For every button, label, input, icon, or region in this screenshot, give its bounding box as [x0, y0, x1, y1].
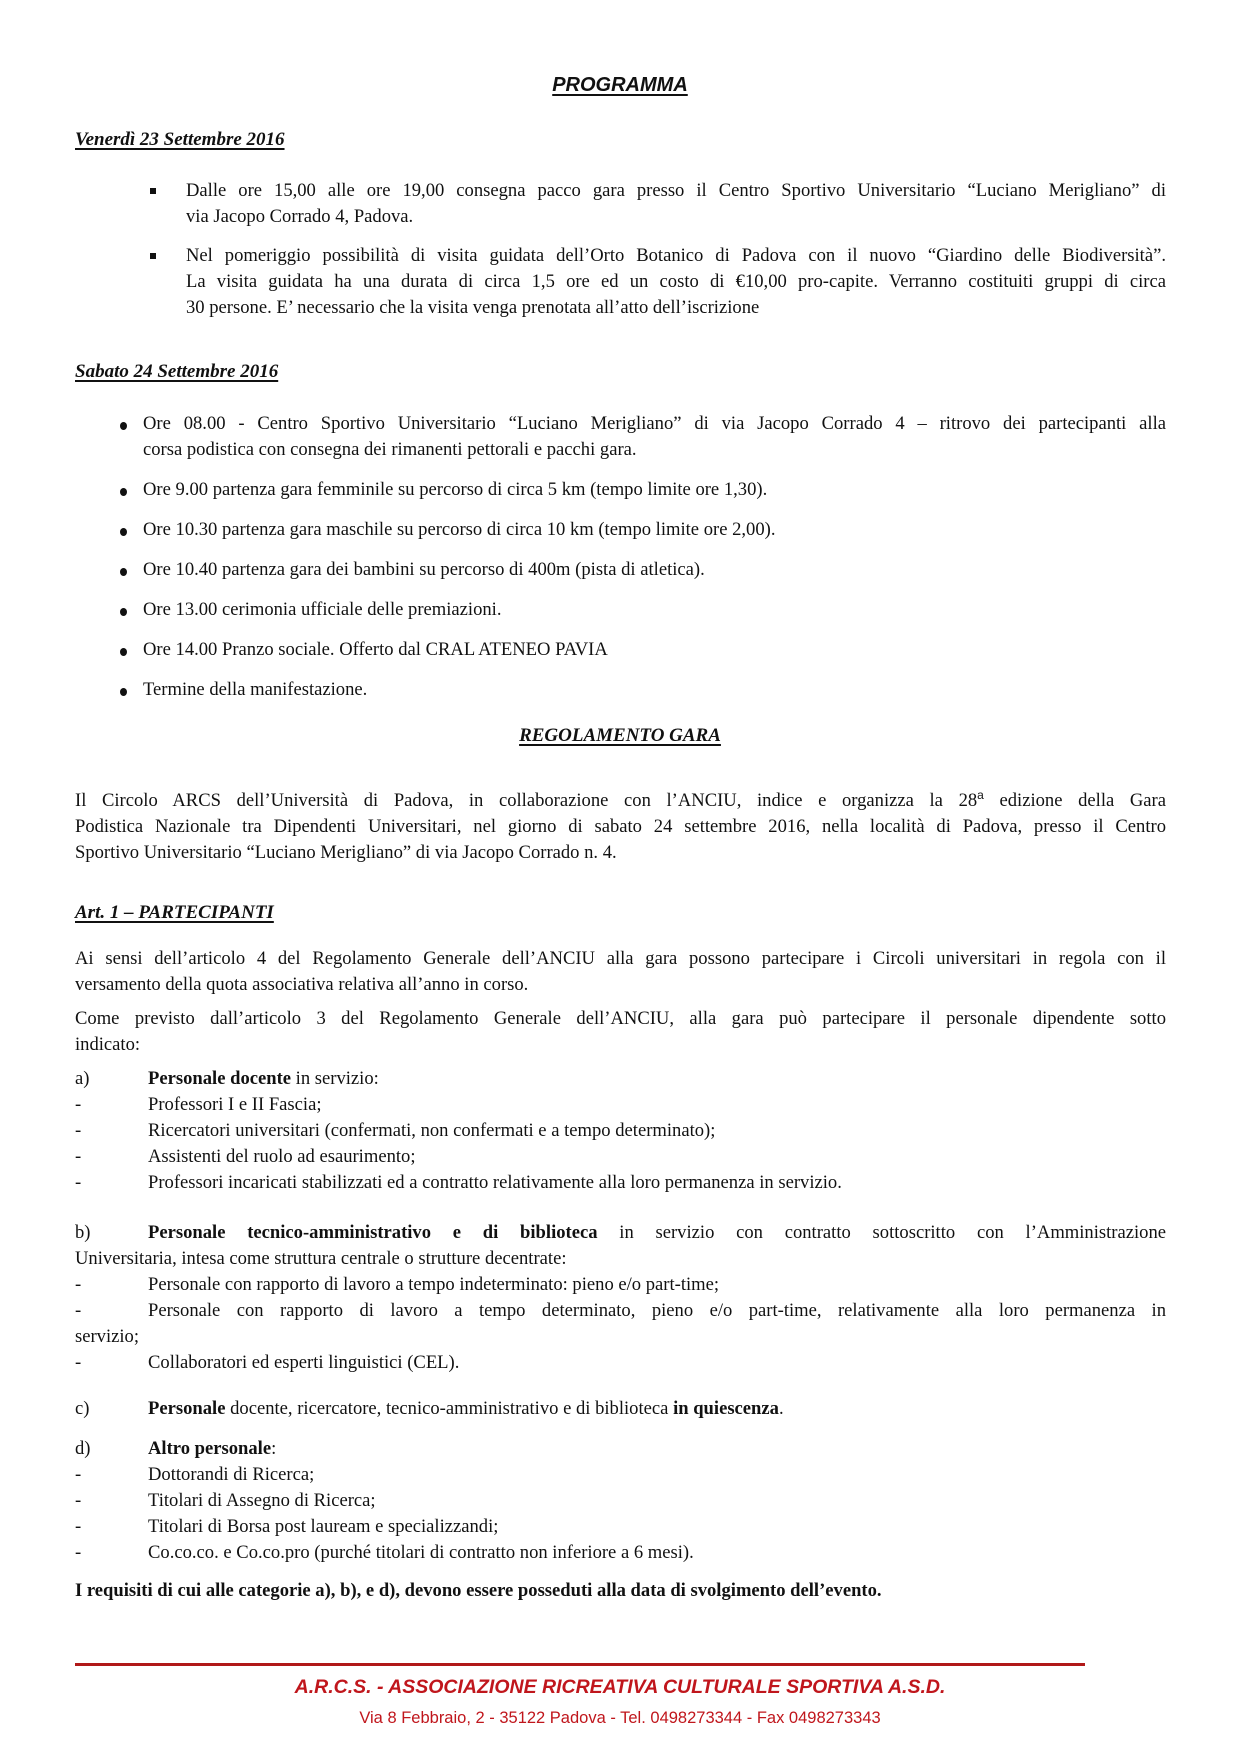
saturday-heading: Sabato 24 Settembre 2016	[75, 361, 279, 382]
art1-para-1: Ai sensi dell’articolo 4 del Regolamento Generale dell’ANCIU alla gara possono partecipare i Circoli universitari in regola con il versamento della quota associativa relativa all’anno in corso.	[75, 948, 1166, 995]
list-item: - Co.co.co. e Co.co.pro (purché titolari di contratto non inferiore a 6 mesi).	[75, 1542, 694, 1563]
bullet-icon	[120, 608, 127, 616]
regolamento-intro: Il Circolo ARCS dell’Università di Padova, in collaborazione con l’ANCIU, indice e organizza la 28$^a$ edizione della Gara Podistica Nazionale tra Dipendenti Universitari, nel giorno di sabato 24 settembre 2016, nella località di Padova, presso il Centro Sportivo Universitario “Luciano Merigliano” di via Jacopo Corrado n. 4.	[75, 788, 1166, 863]
friday-heading: Venerdì 23 Settembre 2016	[75, 129, 285, 150]
saturday-item-3: Ore 10.30 partenza gara maschile su percorso di circa 10 km (tempo limite ore 2,00).	[143, 519, 776, 540]
footer-organization: A.R.C.S. - ASSOCIAZIONE RICREATIVA CULTURALE SPORTIVA A.S.D.	[294, 1676, 946, 1698]
saturday-item-6: Ore 14.00 Pranzo sociale. Offerto dal CRAL ATENEO PAVIA	[143, 639, 608, 660]
friday-item-1: Dalle ore 15,00 alle ore 19,00 consegna pacco gara presso il Centro Sportivo Universitario “Luciano Merigliano” di via Jacopo Corrado 4, Padova.	[186, 180, 1166, 227]
saturday-item-7: Termine della manifestazione.	[143, 679, 368, 700]
category-a: a) Personale docente in servizio: - Professori I e II Fascia; - Ricercatori universitari (confermati, non confermati e a tempo determinato); - Assistenti del ruolo ad esaurimento; - Professori incaricati stabilizzati ed a contratto relativamente alla loro permanenza in servizio.	[75, 1066, 1166, 1196]
list-item: - Ricercatori universitari (confermati, non confermati e a tempo determinato);	[75, 1120, 716, 1141]
programma-title: PROGRAMMA	[552, 74, 688, 96]
art1-heading: Art. 1 – PARTECIPANTI	[75, 902, 274, 923]
category-b: b) Personale tecnico-amministrativo e di biblioteca in servizio con contratto sottoscritto con l’Amministrazione Universitaria, intesa come struttura centrale o strutture decentrate: - Personale con rapporto di lavoro a tempo indeterminato: pieno e/o part-time; - Personale con rapporto di lavoro a tempo determinato, pieno e/o part-time, relativamente alla loro permanenza in servizio; - Collaboratori ed esperti linguistici (CEL).	[75, 1220, 1166, 1376]
square-bullet-icon	[150, 188, 156, 194]
list-item: - Titolari di Assegno di Ricerca;	[75, 1490, 376, 1511]
bullet-icon	[120, 422, 127, 430]
list-item: - Collaboratori ed esperti linguistici (CEL).	[75, 1352, 460, 1373]
list-item: - Titolari di Borsa post lauream e specializzandi;	[75, 1516, 499, 1537]
footer-address: Via 8 Febbraio, 2 - 35122 Padova - Tel. 0498273344 - Fax 0498273343	[359, 1709, 881, 1727]
category-d: d) Altro personale: - Dottorandi di Ricerca; - Titolari di Assegno di Ricerca; - Titolari di Borsa post lauream e specializzandi; - Co.co.co. e Co.co.pro (purché titolari di contratto non inferiore a 6 mesi).	[75, 1436, 1166, 1566]
bullet-icon	[120, 528, 127, 536]
list-item: - Professori I e II Fascia;	[75, 1094, 322, 1115]
bullet-icon	[120, 688, 127, 696]
square-bullet-icon	[150, 253, 156, 259]
bullet-icon	[120, 568, 127, 576]
saturday-item-5: Ore 13.00 cerimonia ufficiale delle premiazioni.	[143, 599, 502, 620]
art1-para-2: Come previsto dall’articolo 3 del Regolamento Generale dell’ANCIU, alla gara può partecipare il personale dipendente sotto indicato:	[75, 1008, 1166, 1055]
list-item: - Personale con rapporto di lavoro a tempo determinato, pieno e/o part-time, relativamente alla loro permanenza in	[75, 1300, 1166, 1321]
saturday-item-1: Ore 08.00 - Centro Sportivo Universitario “Luciano Merigliano” di via Jacopo Corrado 4 – ritrovo dei partecipanti alla corsa podistica con consegna dei rimanenti pettorali e pacchi gara.	[143, 413, 1166, 460]
list-item: - Assistenti del ruolo ad esaurimento;	[75, 1146, 416, 1167]
list-item: - Professori incaricati stabilizzati ed a contratto relativamente alla loro permanenza in servizio.	[75, 1172, 842, 1193]
list-item: - Personale con rapporto di lavoro a tempo indeterminato: pieno e/o part-time;	[75, 1274, 720, 1295]
saturday-item-4: Ore 10.40 partenza gara dei bambini su percorso di 400m (pista di atletica).	[143, 559, 705, 580]
regolamento-title: REGOLAMENTO GARA	[519, 725, 721, 746]
bullet-icon	[120, 648, 127, 656]
category-c: c) Personale docente, ricercatore, tecnico-amministrativo e di biblioteca in quiescenza.	[75, 1398, 784, 1419]
friday-item-2: Nel pomeriggio possibilità di visita guidata dell’Orto Botanico di Padova con il nuovo “Giardino delle Biodiversità”. La visita guidata ha una durata di circa 1,5 ore ed un costo di €10,00 pro-capite. Verranno costituiti gruppi di circa 30 persone. E’ necessario che la visita venga prenotata all’atto dell’iscrizione	[186, 245, 1166, 318]
requirements-note: I requisiti di cui alle categorie a), b), e d), devono essere posseduti alla data di svolgimento dell’evento.	[75, 1580, 882, 1601]
saturday-item-2: Ore 9.00 partenza gara femminile su percorso di circa 5 km (tempo limite ore 1,30).	[143, 479, 768, 500]
bullet-icon	[120, 488, 127, 496]
list-item: - Dottorandi di Ricerca;	[75, 1464, 315, 1485]
footer-divider	[75, 1663, 1085, 1666]
